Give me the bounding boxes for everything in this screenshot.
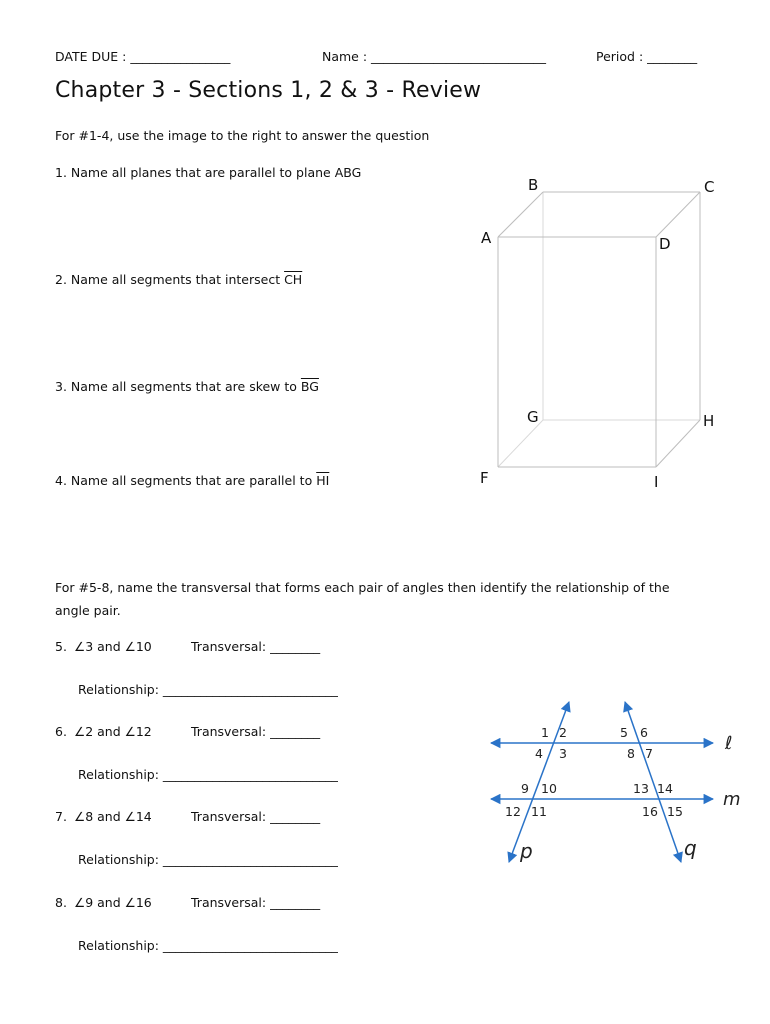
line-p-label: p <box>520 839 533 863</box>
question-8-relationship: Relationship: ____________________________ <box>78 938 338 953</box>
vertex-h-label: H <box>703 412 715 430</box>
question-8-number: 8. <box>55 895 67 910</box>
line-l-label: ℓ <box>725 733 733 754</box>
question-7-relationship: Relationship: ____________________________ <box>78 852 338 867</box>
question-7-transversal: Transversal: ________ <box>191 809 321 824</box>
question-6-transversal: Transversal: ________ <box>191 724 321 739</box>
angle-5-label: 5 <box>620 725 628 740</box>
vertex-b-label: B <box>528 176 539 194</box>
name-field: Name : ____________________________ <box>322 49 547 64</box>
date-due-field: DATE DUE : ________________ <box>55 49 231 64</box>
angle-13-label: 13 <box>633 781 649 796</box>
angle-1-label: 1 <box>541 725 549 740</box>
part1-instruction: For #1-4, use the image to the right to answer the question <box>55 128 430 143</box>
line-q-label: q <box>684 836 697 860</box>
question-5-transversal: Transversal: ________ <box>191 639 321 654</box>
vertex-f-label: F <box>480 469 489 487</box>
question-8-angles: ∠9 and ∠16 <box>74 895 152 910</box>
angle-15-label: 15 <box>667 804 683 819</box>
angle-3-label: 3 <box>559 746 567 761</box>
question-7-number: 7. <box>55 809 67 824</box>
angle-2-label: 2 <box>559 725 567 740</box>
vertex-c-label: C <box>704 178 715 196</box>
angle-9-label: 9 <box>521 781 529 796</box>
transversal-lines-figure <box>485 695 750 875</box>
question-5-number: 5. <box>55 639 67 654</box>
angle-12-label: 12 <box>505 804 521 819</box>
line-m-label: m <box>723 789 741 810</box>
question-3-text: 3. Name all segments that are skew to <box>55 379 301 394</box>
segment-hi: $\overline{HI}$ <box>316 473 330 488</box>
segment-ch: $\overline{CH}$ <box>284 272 303 287</box>
angle-14-label: 14 <box>657 781 673 796</box>
angle-7-label: 7 <box>645 746 653 761</box>
angle-11-label: 11 <box>531 804 547 819</box>
question-2 <box>55 272 302 287</box>
part2-instruction-line1: For #5-8, name the transversal that forms each pair of angles then identify the relationship of the <box>55 580 670 595</box>
angle-8-label: 8 <box>627 746 635 761</box>
question-7-angles: ∠8 and ∠14 <box>74 809 152 824</box>
question-6-angles: ∠2 and ∠12 <box>74 724 152 739</box>
rectangular-prism-figure <box>470 170 730 500</box>
question-8-transversal: Transversal: ________ <box>191 895 321 910</box>
angle-10-label: 10 <box>541 781 557 796</box>
angle-6-label: 6 <box>640 725 648 740</box>
angle-16-label: 16 <box>642 804 658 819</box>
question-6-relationship: Relationship: ____________________________ <box>78 767 338 782</box>
angle-4-label: 4 <box>535 746 543 761</box>
question-1 <box>55 165 361 180</box>
question-4 <box>55 473 329 488</box>
part2-instruction-line2: angle pair. <box>55 603 121 618</box>
question-2-text: 2. Name all segments that intersect <box>55 272 285 287</box>
question-5-relationship: Relationship: ____________________________ <box>78 682 338 697</box>
vertex-i-label: I <box>654 473 659 491</box>
question-5-angles: ∠3 and ∠10 <box>74 639 152 654</box>
question-1-text: 1. Name all planes that are parallel to plane ABG <box>55 165 362 180</box>
question-3 <box>55 379 319 394</box>
vertex-g-label: G <box>527 408 539 426</box>
question-6-number: 6. <box>55 724 67 739</box>
segment-bg: $\overline{BG}$ <box>300 379 319 394</box>
vertex-a-label: A <box>481 229 492 247</box>
vertex-d-label: D <box>659 235 671 253</box>
question-4-text: 4. Name all segments that are parallel to <box>55 473 317 488</box>
period-field: Period : ________ <box>596 49 698 64</box>
page-title: Chapter 3 - Sections 1, 2 & 3 - Review <box>55 78 482 103</box>
